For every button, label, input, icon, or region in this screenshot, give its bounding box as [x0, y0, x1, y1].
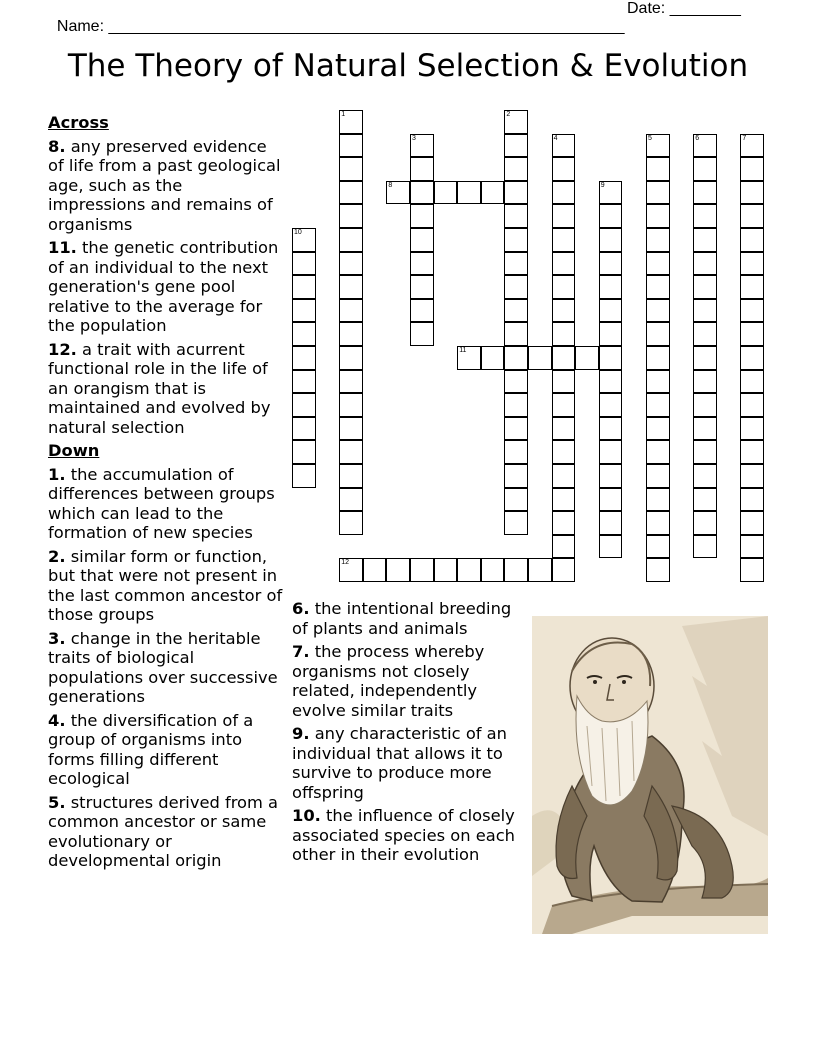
grid-cell[interactable] — [552, 488, 576, 512]
grid-cell-number: 8 — [388, 181, 393, 189]
grid-cell[interactable] — [740, 440, 764, 464]
clue-text: structures derived from a common ancestor or same evolutionary or developmental origin — [48, 792, 279, 870]
page-title: The Theory of Natural Selection & Evolution — [67, 48, 749, 84]
clue-text: change in the heritable traits of biological populations over successive generations — [48, 628, 278, 706]
grid-cell[interactable] — [339, 511, 363, 535]
grid-cell[interactable] — [552, 322, 576, 346]
grid-cell[interactable] — [599, 464, 623, 488]
grid-cell-number: 6 — [695, 134, 700, 142]
grid-cell[interactable] — [740, 157, 764, 181]
grid-cell[interactable] — [740, 511, 764, 535]
grid-cell[interactable] — [457, 346, 481, 370]
grid-cell[interactable] — [693, 252, 717, 276]
clue-number: 6. — [292, 599, 310, 618]
grid-cell[interactable] — [292, 440, 316, 464]
grid-cell[interactable] — [693, 204, 717, 228]
grid-cell[interactable] — [410, 275, 434, 299]
grid-cell[interactable] — [646, 299, 670, 323]
clues-middle-column — [292, 599, 528, 869]
grid-cell[interactable] — [504, 488, 528, 512]
grid-cell[interactable] — [740, 299, 764, 323]
grid-cell-number: 10 — [294, 229, 302, 236]
grid-cell[interactable] — [386, 558, 410, 582]
grid-cell[interactable] — [481, 558, 505, 582]
grid-cell[interactable] — [646, 488, 670, 512]
grid-cell[interactable] — [740, 464, 764, 488]
grid-cell[interactable] — [693, 157, 717, 181]
grid-cell[interactable] — [410, 157, 434, 181]
date-field-label[interactable]: Date: ________ — [627, 0, 741, 17]
grid-cell[interactable] — [599, 440, 623, 464]
grid-cell[interactable] — [552, 299, 576, 323]
grid-cell[interactable] — [339, 464, 363, 488]
grid-cell[interactable] — [552, 346, 576, 370]
grid-cell-number: 2 — [506, 111, 511, 118]
clue-text: a trait with acurrent functional role in the life of an orangism that is maintained and evolved by natural selection — [48, 339, 271, 437]
grid-cell[interactable] — [646, 322, 670, 346]
grid-cell[interactable] — [339, 370, 363, 394]
clue-text: the influence of closely associated species on each other in their evolution — [292, 806, 515, 864]
grid-cell[interactable] — [457, 181, 481, 205]
grid-cell[interactable] — [599, 346, 623, 370]
grid-cell[interactable] — [552, 228, 576, 252]
grid-cell[interactable] — [646, 181, 670, 205]
grid-cell[interactable] — [552, 204, 576, 228]
grid-cell[interactable] — [410, 134, 434, 158]
clue-number: 12. — [48, 339, 77, 359]
clue-down-4 — [48, 711, 284, 789]
clue-text: the diversification of a group of organisms into forms filling different ecological — [48, 710, 254, 788]
grid-cell[interactable] — [599, 252, 623, 276]
grid-cell[interactable] — [481, 181, 505, 205]
grid-cell[interactable] — [339, 204, 363, 228]
clue-down-5 — [48, 793, 284, 871]
grid-cell[interactable] — [339, 134, 363, 158]
grid-cell[interactable] — [740, 181, 764, 205]
grid-cell[interactable] — [693, 535, 717, 559]
grid-cell[interactable] — [740, 204, 764, 228]
grid-cell[interactable] — [693, 322, 717, 346]
grid-cell[interactable] — [740, 134, 764, 158]
clue-down-1 — [48, 465, 284, 543]
grid-cell[interactable] — [410, 228, 434, 252]
grid-cell[interactable] — [599, 370, 623, 394]
grid-cell-number: 5 — [648, 134, 652, 142]
grid-cell[interactable] — [339, 488, 363, 512]
clue-number: 1. — [48, 464, 66, 484]
across-heading: Across — [48, 113, 109, 132]
clue-number: 5. — [48, 792, 66, 812]
grid-cell[interactable] — [646, 464, 670, 488]
grid-cell[interactable] — [693, 181, 717, 205]
grid-cell[interactable] — [552, 417, 576, 441]
grid-cell[interactable] — [481, 346, 505, 370]
grid-cell[interactable] — [292, 417, 316, 441]
grid-cell[interactable] — [504, 440, 528, 464]
clue-down-2 — [48, 547, 284, 625]
grid-cell[interactable] — [292, 299, 316, 323]
clue-number: 9. — [292, 724, 310, 743]
grid-cell[interactable] — [599, 299, 623, 323]
grid-cell[interactable] — [740, 228, 764, 252]
grid-cell-number: 9 — [600, 181, 605, 189]
grid-cell[interactable] — [292, 464, 316, 488]
grid-cell[interactable] — [552, 370, 576, 394]
grid-cell[interactable] — [599, 488, 623, 512]
grid-cell[interactable] — [646, 440, 670, 464]
grid-cell[interactable] — [552, 252, 576, 276]
clue-number: 10. — [292, 806, 321, 825]
grid-cell[interactable] — [740, 488, 764, 512]
grid-cell[interactable] — [292, 275, 316, 299]
grid-cell[interactable] — [552, 134, 576, 158]
grid-cell[interactable] — [292, 393, 316, 417]
grid-cell[interactable] — [292, 252, 316, 276]
grid-cell[interactable] — [504, 346, 528, 370]
grid-cell[interactable] — [434, 558, 458, 582]
grid-cell[interactable] — [646, 228, 670, 252]
grid-cell[interactable] — [740, 346, 764, 370]
grid-cell[interactable] — [410, 252, 434, 276]
grid-cell[interactable] — [339, 157, 363, 181]
grid-cell[interactable] — [410, 204, 434, 228]
grid-cell[interactable] — [504, 228, 528, 252]
grid-cell[interactable] — [552, 558, 576, 582]
grid-cell[interactable] — [693, 393, 717, 417]
grid-cell[interactable] — [599, 511, 623, 535]
grid-cell[interactable] — [646, 157, 670, 181]
grid-cell[interactable] — [646, 134, 670, 158]
grid-cell[interactable] — [339, 275, 363, 299]
grid-cell[interactable] — [504, 157, 528, 181]
grid-cell[interactable] — [504, 110, 528, 134]
clue-text: the accumulation of differences between groups which can lead to the formation of new species — [48, 464, 275, 542]
clue-across-12 — [48, 340, 284, 438]
header — [48, 0, 748, 35]
grid-cell[interactable] — [292, 322, 316, 346]
grid-cell[interactable] — [693, 511, 717, 535]
grid-cell[interactable] — [599, 204, 623, 228]
grid-cell[interactable] — [740, 558, 764, 582]
grid-cell[interactable] — [646, 275, 670, 299]
grid-cell[interactable] — [504, 134, 528, 158]
grid-cell[interactable] — [740, 393, 764, 417]
clue-down-9 — [292, 724, 528, 802]
grid-cell[interactable] — [363, 558, 387, 582]
grid-cell-number: 4 — [553, 134, 558, 142]
across-clue-list — [48, 137, 284, 438]
clue-text: the genetic contribution of an individual to the next generation's gene pool relative to the average for the population — [48, 238, 279, 335]
clue-number: 8. — [48, 136, 66, 156]
grid-cell-number: 1 — [341, 111, 346, 118]
grid-cell[interactable] — [292, 228, 316, 252]
grid-cell[interactable] — [552, 511, 576, 535]
grid-cell[interactable] — [552, 535, 576, 559]
grid-cell[interactable] — [599, 228, 623, 252]
grid-cell[interactable] — [504, 558, 528, 582]
grid-cell[interactable] — [504, 299, 528, 323]
grid-cell[interactable] — [504, 511, 528, 535]
grid-cell[interactable] — [552, 440, 576, 464]
grid-cell[interactable] — [504, 204, 528, 228]
clue-number: 2. — [48, 546, 66, 566]
darwin-ape-illustration — [532, 616, 768, 934]
down-heading: Down — [48, 441, 100, 460]
grid-cell[interactable] — [292, 346, 316, 370]
clue-number: 3. — [48, 628, 66, 648]
grid-cell[interactable] — [693, 464, 717, 488]
clue-down-10 — [292, 806, 528, 865]
clue-text: the process whereby organisms not closely related, independently evolve similar traits — [292, 642, 485, 720]
grid-cell[interactable] — [552, 181, 576, 205]
grid-cell[interactable] — [339, 228, 363, 252]
grid-cell[interactable] — [740, 417, 764, 441]
grid-cell[interactable] — [528, 558, 552, 582]
grid-cell[interactable] — [693, 440, 717, 464]
grid-cell[interactable] — [693, 370, 717, 394]
grid-cell[interactable] — [410, 558, 434, 582]
grid-cell[interactable] — [740, 252, 764, 276]
clue-number: 11. — [48, 238, 77, 257]
grid-cell[interactable] — [339, 558, 363, 582]
grid-cell[interactable] — [410, 299, 434, 323]
grid-cell[interactable] — [693, 275, 717, 299]
clue-text: any characteristic of an individual that allows it to survive to produce more offspring — [292, 724, 507, 802]
darwin-portrait — [532, 616, 768, 934]
grid-cell[interactable] — [339, 346, 363, 370]
grid-cell[interactable] — [552, 393, 576, 417]
grid-cell[interactable] — [552, 275, 576, 299]
grid-cell[interactable] — [504, 181, 528, 205]
down-clue-list — [48, 465, 284, 871]
grid-cell[interactable] — [552, 157, 576, 181]
grid-cell[interactable] — [599, 393, 623, 417]
grid-cell[interactable] — [339, 252, 363, 276]
grid-cell[interactable] — [599, 322, 623, 346]
clues-left-column — [48, 113, 284, 875]
clue-across-11 — [48, 238, 284, 336]
grid-cell[interactable] — [693, 488, 717, 512]
grid-cell[interactable] — [504, 393, 528, 417]
grid-cell[interactable] — [599, 535, 623, 559]
grid-cell[interactable] — [386, 181, 410, 205]
grid-cell[interactable] — [693, 134, 717, 158]
grid-cell[interactable] — [339, 417, 363, 441]
clue-down-7 — [292, 642, 528, 720]
grid-cell[interactable] — [693, 346, 717, 370]
grid-cell[interactable] — [740, 322, 764, 346]
grid-cell[interactable] — [434, 181, 458, 205]
grid-cell[interactable] — [339, 322, 363, 346]
grid-cell[interactable] — [646, 417, 670, 441]
clue-down-3 — [48, 629, 284, 707]
grid-cell[interactable] — [410, 181, 434, 205]
name-field-label[interactable]: Name: __________________________________________________________ — [56, 18, 625, 35]
grid-cell[interactable] — [504, 370, 528, 394]
grid-cell[interactable] — [693, 228, 717, 252]
grid-cell[interactable] — [646, 252, 670, 276]
clue-number: 4. — [48, 710, 66, 730]
grid-cell[interactable] — [740, 370, 764, 394]
grid-cell[interactable] — [646, 346, 670, 370]
grid-cell[interactable] — [339, 110, 363, 134]
grid-cell[interactable] — [504, 464, 528, 488]
grid-cell[interactable] — [504, 417, 528, 441]
grid-cell[interactable] — [339, 299, 363, 323]
clue-across-8 — [48, 137, 284, 235]
grid-cell[interactable] — [646, 370, 670, 394]
grid-cell[interactable] — [339, 440, 363, 464]
grid-cell[interactable] — [410, 322, 434, 346]
clue-text: the intentional breeding of plants and animals — [292, 599, 512, 638]
grid-cell[interactable] — [740, 275, 764, 299]
grid-cell[interactable] — [599, 181, 623, 205]
grid-cell[interactable] — [693, 299, 717, 323]
clue-number: 7. — [292, 642, 310, 661]
grid-cell[interactable] — [693, 417, 717, 441]
grid-cell[interactable] — [504, 322, 528, 346]
grid-cell[interactable] — [292, 370, 316, 394]
grid-cell[interactable] — [646, 558, 670, 582]
grid-cell[interactable] — [646, 204, 670, 228]
grid-cell[interactable] — [740, 535, 764, 559]
grid-cell[interactable] — [575, 346, 599, 370]
grid-cell[interactable] — [599, 417, 623, 441]
grid-cell[interactable] — [504, 252, 528, 276]
grid-cell[interactable] — [552, 464, 576, 488]
grid-cell-number: 7 — [742, 134, 747, 142]
grid-cell[interactable] — [339, 181, 363, 205]
grid-cell-number: 11 — [459, 347, 467, 354]
grid-cell[interactable] — [646, 511, 670, 535]
grid-cell-number: 12 — [341, 559, 349, 567]
clue-down-6 — [292, 599, 528, 638]
clue-text: similar form or function, but that were not present in the last common ancestor of those groups — [48, 546, 283, 624]
grid-cell[interactable] — [646, 393, 670, 417]
clue-text: any preserved evidence of life from a past geological age, such as the impressions and remains of organisms — [48, 136, 281, 234]
grid-cell[interactable] — [528, 346, 552, 370]
grid-cell[interactable] — [504, 275, 528, 299]
grid-cell[interactable] — [457, 558, 481, 582]
grid-cell-number: 3 — [412, 134, 416, 142]
grid-cell[interactable] — [646, 535, 670, 559]
grid-cell[interactable] — [339, 393, 363, 417]
down-clue-list-continued — [292, 599, 528, 865]
grid-cell[interactable] — [599, 275, 623, 299]
